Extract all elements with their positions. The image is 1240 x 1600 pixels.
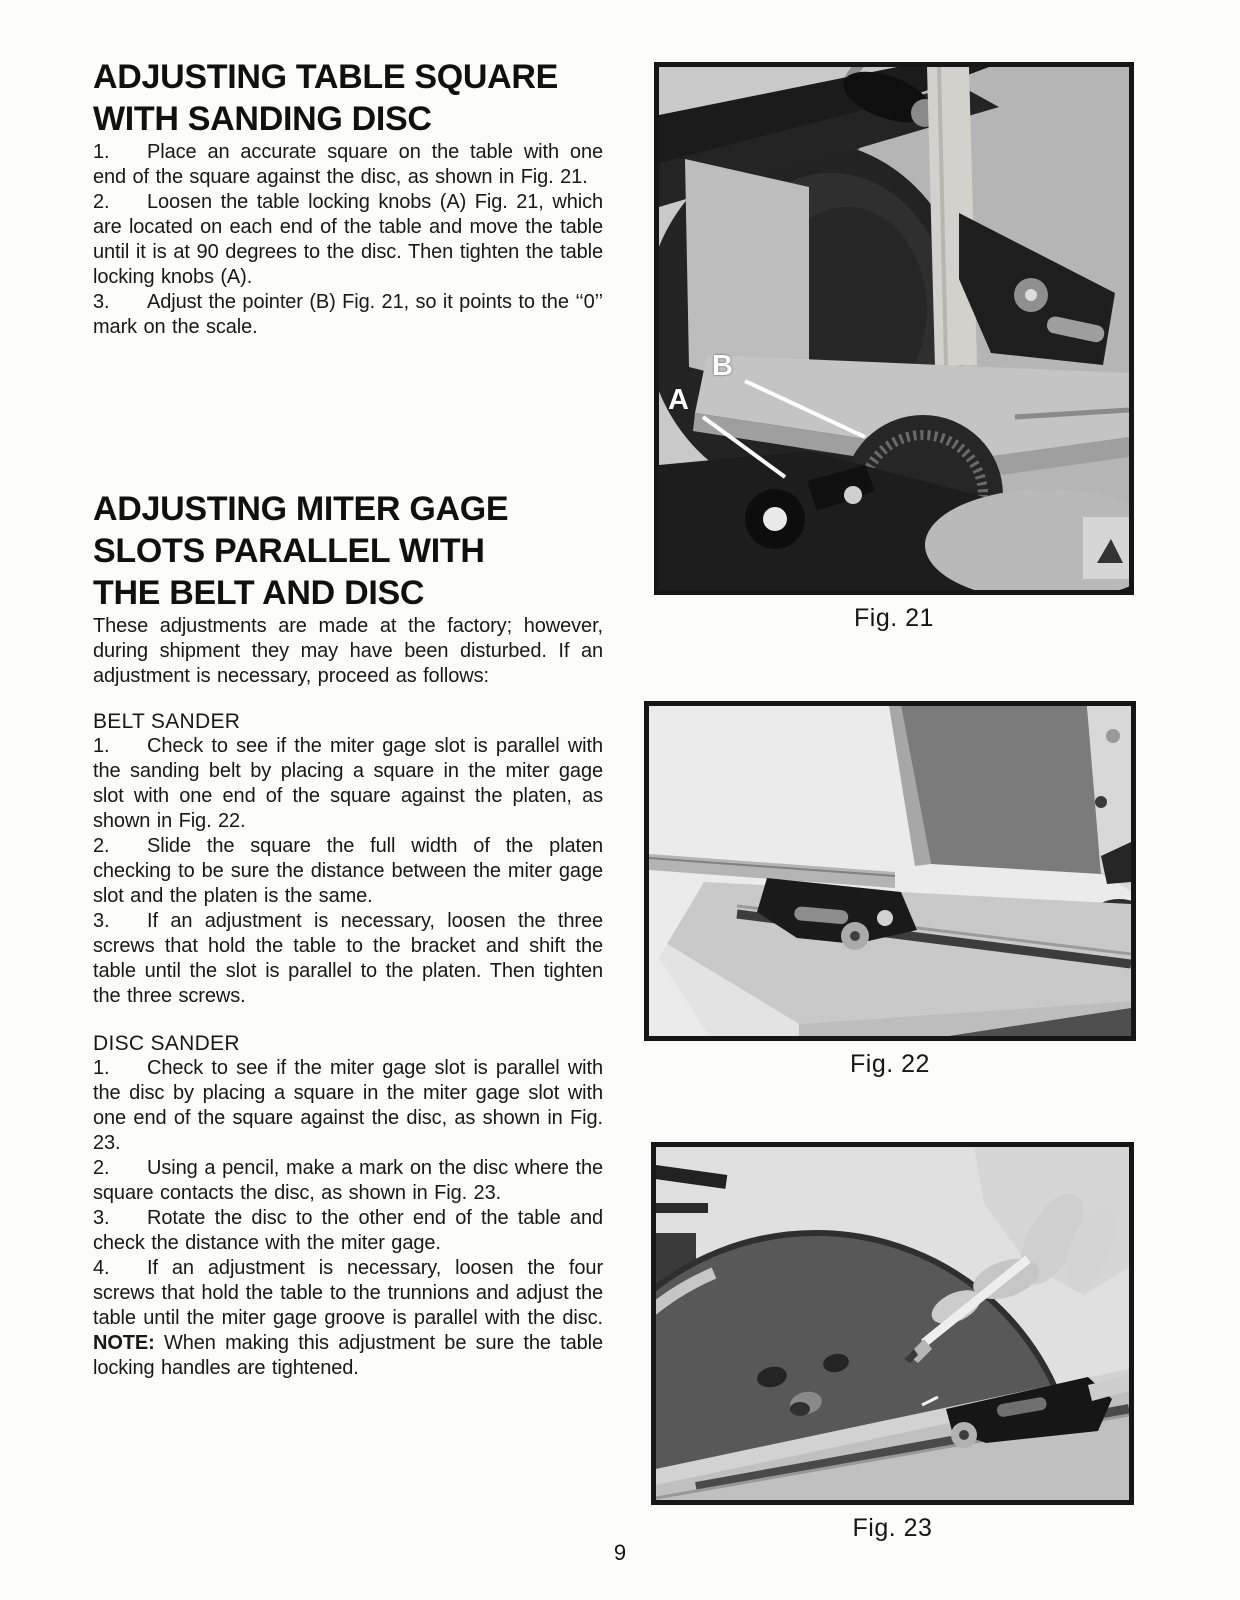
square-blade: [927, 67, 977, 367]
disc-sander-subheading: DISC SANDER: [93, 1032, 240, 1055]
section2-heading: [93, 488, 603, 614]
step-text: Place an accurate square on the table with one end of the square against the disc, as shown in Fig. 21.: [93, 141, 603, 188]
step-number: 3.: [93, 291, 110, 313]
belt-sander-square-illustration: [649, 706, 1131, 1036]
disc-sander-square-illustration: [659, 67, 1129, 590]
callout-label-a: A: [668, 384, 690, 416]
page-number: 9: [613, 1540, 627, 1565]
step-text: If an adjustment is necessary, loosen the three screws that hold the table to the bracket and shift the table until the slot is parallel to the platen. Then tighten the three screws.: [93, 910, 603, 1007]
figure-22: [644, 701, 1136, 1078]
disc-pencil-mark-illustration: [656, 1147, 1129, 1500]
figure-22-photo: [644, 701, 1136, 1041]
step-number: 2.: [93, 835, 110, 857]
section1-heading-line2: WITH SANDING DISC: [93, 100, 432, 138]
figure-21-photo: [654, 62, 1134, 595]
step-number: 1.: [93, 141, 110, 163]
table-square-step-1: [93, 140, 603, 190]
disc-sander-step-4: [93, 1256, 603, 1381]
callout-label-b: B: [712, 350, 734, 382]
step-text: Check to see if the miter gage slot is parallel with the disc by placing a square in the miter gage slot with one end of the square against the disc, as shown in Fig. 23.: [93, 1057, 603, 1154]
section1-heading-line1: ADJUSTING TABLE SQUARE: [93, 58, 559, 96]
step-number: 1.: [93, 1057, 110, 1079]
disc-sander-step-3: [93, 1206, 603, 1256]
step-number: 4.: [93, 1257, 110, 1279]
step-number: 3.: [93, 1207, 110, 1229]
left-text-column: [93, 0, 603, 1381]
figure-22-caption: Fig. 22: [850, 1050, 930, 1078]
step-text-after-note: When making this adjustment be sure the table locking handles are tightened.: [93, 1332, 603, 1379]
step-text: Rotate the disc to the other end of the table and check the distance with the miter gage.: [93, 1207, 603, 1254]
disc-sander-step-1: [93, 1056, 603, 1156]
step-text: Adjust the pointer (B) Fig. 21, so it points to the ‘‘0’’ mark on the scale.: [93, 291, 603, 338]
note-label: NOTE:: [93, 1332, 155, 1354]
section2-heading-line1: ADJUSTING MITER GAGE: [93, 490, 509, 528]
figure-23-caption: Fig. 23: [852, 1514, 933, 1542]
belt-sander-subheading: BELT SANDER: [93, 710, 241, 733]
step-number: 2.: [93, 191, 110, 213]
step-number: 3.: [93, 910, 110, 932]
step-text: Check to see if the miter gage slot is parallel with the sanding belt by placing a square in the miter gage slot with one end of the square against the platen, as shown in Fig. 22.: [93, 735, 603, 832]
step-text: Using a pencil, make a mark on the disc where the square contacts the disc, as shown in Fig. 23.: [93, 1157, 603, 1204]
step-text: Loosen the table locking knobs (A) Fig. 21, which are located on each end of the table and move the table until it is at 90 degrees to the disc. Then tighten the table locking knobs (A).: [93, 191, 603, 288]
belt-sander-step-2: [93, 834, 603, 909]
section1-heading: [93, 56, 603, 140]
section2-heading-line2: SLOTS PARALLEL WITH: [93, 532, 485, 570]
belt-sander-step-3: [93, 909, 603, 1009]
figure-21: [654, 62, 1134, 632]
figure-21-caption: Fig. 21: [854, 604, 934, 632]
figure-23: [651, 1142, 1134, 1542]
belt-sander-step-1: [93, 734, 603, 834]
section2-intro: These adjustments are made at the factory; however, during shipment they may have been disturbed. If an adjustment is necessary, proceed as follows:: [93, 615, 603, 687]
disc-sander-step-2: [93, 1156, 603, 1206]
step-text: If an adjustment is necessary, loosen the four screws that hold the table to the trunnions and adjust the table until the miter gage groove is parallel with the disc.: [93, 1257, 603, 1329]
table-square-step-3: [93, 290, 603, 340]
step-number: 1.: [93, 735, 110, 757]
step-text: Slide the square the full width of the platen checking to be sure the distance between the miter gage slot and the platen is the same.: [93, 835, 603, 907]
step-number: 2.: [93, 1157, 110, 1179]
figure-23-photo: [651, 1142, 1134, 1505]
table-square-step-2: [93, 190, 603, 290]
section2-heading-line3: THE BELT AND DISC: [93, 574, 425, 612]
